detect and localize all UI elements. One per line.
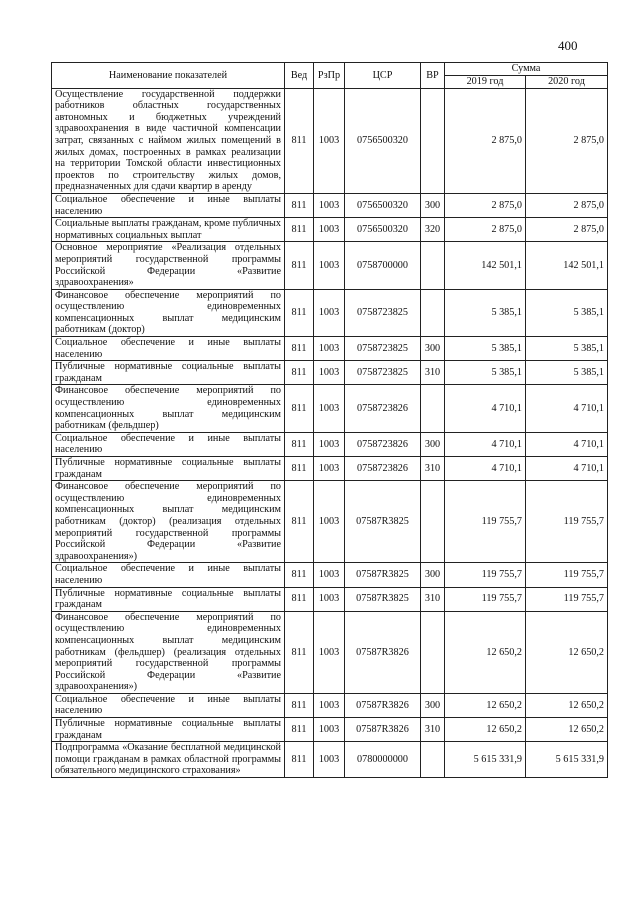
table-row: [52, 432, 608, 456]
table-row: [52, 289, 608, 336]
row-ved: 811: [285, 242, 314, 289]
row-rzpr: 1003: [314, 563, 345, 587]
row-ved: 811: [285, 337, 314, 361]
table-row: [52, 218, 608, 242]
row-rzpr: 1003: [314, 242, 345, 289]
row-vr: 300: [421, 563, 445, 587]
table-row: [52, 193, 608, 217]
row-rzpr: 1003: [314, 611, 345, 693]
row-sum-2019: 12 650,2: [445, 693, 526, 717]
row-sum-2019: 2 875,0: [445, 193, 526, 217]
row-rzpr: 1003: [314, 88, 345, 193]
row-ved: 811: [285, 693, 314, 717]
row-csr: 07587R3825: [345, 587, 421, 611]
row-csr: 0758723825: [345, 361, 421, 385]
table-row: [52, 242, 608, 289]
row-ved: 811: [285, 218, 314, 242]
row-ved: 811: [285, 481, 314, 563]
row-sum-2019: 5 615 331,9: [445, 742, 526, 778]
row-name: Публичные нормативные социальные выплаты гражданам: [52, 587, 285, 611]
row-vr: 310: [421, 361, 445, 385]
table-row: [52, 481, 608, 563]
row-sum-2019: 5 385,1: [445, 289, 526, 336]
row-ved: 811: [285, 587, 314, 611]
row-name: Публичные нормативные социальные выплаты гражданам: [52, 361, 285, 385]
row-rzpr: 1003: [314, 218, 345, 242]
table-row: [52, 611, 608, 693]
row-vr: [421, 88, 445, 193]
row-vr: [421, 611, 445, 693]
row-rzpr: 1003: [314, 432, 345, 456]
row-rzpr: 1003: [314, 289, 345, 336]
row-name: Социальные выплаты гражданам, кроме публичных нормативных социальных выплат: [52, 218, 285, 242]
header-year-2019: 2019 год: [445, 75, 526, 88]
row-sum-2019: 12 650,2: [445, 718, 526, 742]
row-sum-2020: 119 755,7: [526, 587, 608, 611]
row-name: Осуществление государственной поддержки работников областных государственных автономных и бюджетных учреждений здравоохранения в виде частичной компенсации затрат, связанных с наймом жилых помещений в жилых домах, построенных в рамках реализации на территории Томской области инвестиционных проектов по строительству жилых домов, предназначенных для сдачи квартир в аренду: [52, 88, 285, 193]
row-sum-2019: 4 710,1: [445, 432, 526, 456]
row-ved: 811: [285, 289, 314, 336]
page-number: 400: [558, 38, 578, 53]
row-vr: 300: [421, 693, 445, 717]
row-rzpr: 1003: [314, 481, 345, 563]
header-year-2020: 2020 год: [526, 75, 608, 88]
row-sum-2019: 119 755,7: [445, 587, 526, 611]
row-sum-2020: 5 385,1: [526, 361, 608, 385]
row-name: Социальное обеспечение и иные выплаты населению: [52, 693, 285, 717]
table-header: [52, 63, 608, 89]
row-vr: 310: [421, 457, 445, 481]
row-sum-2020: 2 875,0: [526, 88, 608, 193]
row-vr: 300: [421, 337, 445, 361]
row-name: Социальное обеспечение и иные выплаты населению: [52, 563, 285, 587]
row-csr: 0758700000: [345, 242, 421, 289]
row-csr: 0756500320: [345, 218, 421, 242]
row-csr: 07587R3826: [345, 693, 421, 717]
row-ved: 811: [285, 457, 314, 481]
row-name: Финансовое обеспечение мероприятий по осуществлению единовременных компенсационных выплат медицинским работникам (доктор) (реализация отдельных мероприятий государственной программы Российской Федерации «Развитие здравоохранения»): [52, 481, 285, 563]
row-vr: 310: [421, 718, 445, 742]
row-sum-2019: 5 385,1: [445, 361, 526, 385]
row-vr: 300: [421, 432, 445, 456]
row-rzpr: 1003: [314, 718, 345, 742]
row-csr: 0758723826: [345, 432, 421, 456]
table-row: [52, 587, 608, 611]
table-body: [52, 88, 608, 777]
row-rzpr: 1003: [314, 587, 345, 611]
row-sum-2020: 5 385,1: [526, 337, 608, 361]
row-sum-2020: 4 710,1: [526, 385, 608, 432]
row-ved: 811: [285, 742, 314, 778]
row-name: Социальное обеспечение и иные выплаты населению: [52, 432, 285, 456]
row-name: Публичные нормативные социальные выплаты гражданам: [52, 718, 285, 742]
row-sum-2019: 119 755,7: [445, 563, 526, 587]
row-sum-2020: 2 875,0: [526, 218, 608, 242]
row-ved: 811: [285, 361, 314, 385]
row-sum-2019: 12 650,2: [445, 611, 526, 693]
row-sum-2019: 5 385,1: [445, 337, 526, 361]
header-rzpr: РзПр: [314, 63, 345, 89]
row-csr: 0758723825: [345, 289, 421, 336]
table-row: [52, 718, 608, 742]
row-csr: 0758723826: [345, 385, 421, 432]
row-csr: 0780000000: [345, 742, 421, 778]
row-csr: 0758723826: [345, 457, 421, 481]
row-sum-2019: 4 710,1: [445, 385, 526, 432]
row-ved: 811: [285, 385, 314, 432]
table-row: [52, 361, 608, 385]
row-ved: 811: [285, 193, 314, 217]
table-row: [52, 337, 608, 361]
row-name: Финансовое обеспечение мероприятий по осуществлению единовременных компенсационных выплат медицинским работникам (фельдшер) (реализация отдельных мероприятий государственной программы Российской Федерации «Развитие здравоохранения»): [52, 611, 285, 693]
row-csr: 07587R3825: [345, 563, 421, 587]
row-sum-2019: 119 755,7: [445, 481, 526, 563]
row-sum-2020: 4 710,1: [526, 432, 608, 456]
row-rzpr: 1003: [314, 361, 345, 385]
row-csr: 07587R3826: [345, 611, 421, 693]
budget-table: [51, 62, 608, 778]
row-ved: 811: [285, 718, 314, 742]
row-ved: 811: [285, 88, 314, 193]
row-sum-2020: 119 755,7: [526, 563, 608, 587]
row-vr: [421, 242, 445, 289]
row-rzpr: 1003: [314, 337, 345, 361]
row-name: Подпрограмма «Оказание бесплатной медицинской помощи гражданам в рамках областной программы обязательного медицинского страхования»: [52, 742, 285, 778]
header-sum: Сумма: [445, 63, 608, 76]
row-sum-2020: 5 385,1: [526, 289, 608, 336]
row-sum-2020: 5 615 331,9: [526, 742, 608, 778]
row-rzpr: 1003: [314, 693, 345, 717]
row-sum-2020: 142 501,1: [526, 242, 608, 289]
row-sum-2020: 2 875,0: [526, 193, 608, 217]
row-rzpr: 1003: [314, 385, 345, 432]
row-rzpr: 1003: [314, 457, 345, 481]
row-vr: 310: [421, 587, 445, 611]
row-csr: 0756500320: [345, 193, 421, 217]
table-row: [52, 563, 608, 587]
row-vr: [421, 742, 445, 778]
row-csr: 0758723825: [345, 337, 421, 361]
row-name: Публичные нормативные социальные выплаты гражданам: [52, 457, 285, 481]
table-row: [52, 693, 608, 717]
table-row: [52, 457, 608, 481]
row-rzpr: 1003: [314, 742, 345, 778]
table-row: [52, 742, 608, 778]
table-row: [52, 385, 608, 432]
row-ved: 811: [285, 563, 314, 587]
header-csr: ЦСР: [345, 63, 421, 89]
row-sum-2019: 4 710,1: [445, 457, 526, 481]
row-sum-2019: 2 875,0: [445, 88, 526, 193]
header-name: Наименование показателей: [52, 63, 285, 89]
table-row: [52, 88, 608, 193]
row-sum-2020: 4 710,1: [526, 457, 608, 481]
row-sum-2020: 12 650,2: [526, 718, 608, 742]
header-ved: Вед: [285, 63, 314, 89]
row-name: Финансовое обеспечение мероприятий по осуществлению единовременных компенсационных выплат медицинским работникам (фельдшер): [52, 385, 285, 432]
row-csr: 07587R3825: [345, 481, 421, 563]
row-ved: 811: [285, 611, 314, 693]
row-sum-2020: 119 755,7: [526, 481, 608, 563]
row-sum-2020: 12 650,2: [526, 693, 608, 717]
row-vr: [421, 289, 445, 336]
row-vr: [421, 385, 445, 432]
row-csr: 07587R3826: [345, 718, 421, 742]
row-sum-2019: 2 875,0: [445, 218, 526, 242]
row-name: Социальное обеспечение и иные выплаты населению: [52, 337, 285, 361]
row-vr: [421, 481, 445, 563]
row-vr: 320: [421, 218, 445, 242]
row-sum-2020: 12 650,2: [526, 611, 608, 693]
row-rzpr: 1003: [314, 193, 345, 217]
row-name: Основное мероприятие «Реализация отдельных мероприятий государственной программы Российской Федерации «Развитие здравоохранения»: [52, 242, 285, 289]
row-name: Социальное обеспечение и иные выплаты населению: [52, 193, 285, 217]
header-vr: ВР: [421, 63, 445, 89]
row-name: Финансовое обеспечение мероприятий по осуществлению единовременных компенсационных выплат медицинским работникам (доктор): [52, 289, 285, 336]
row-sum-2019: 142 501,1: [445, 242, 526, 289]
row-csr: 0756500320: [345, 88, 421, 193]
row-ved: 811: [285, 432, 314, 456]
row-vr: 300: [421, 193, 445, 217]
